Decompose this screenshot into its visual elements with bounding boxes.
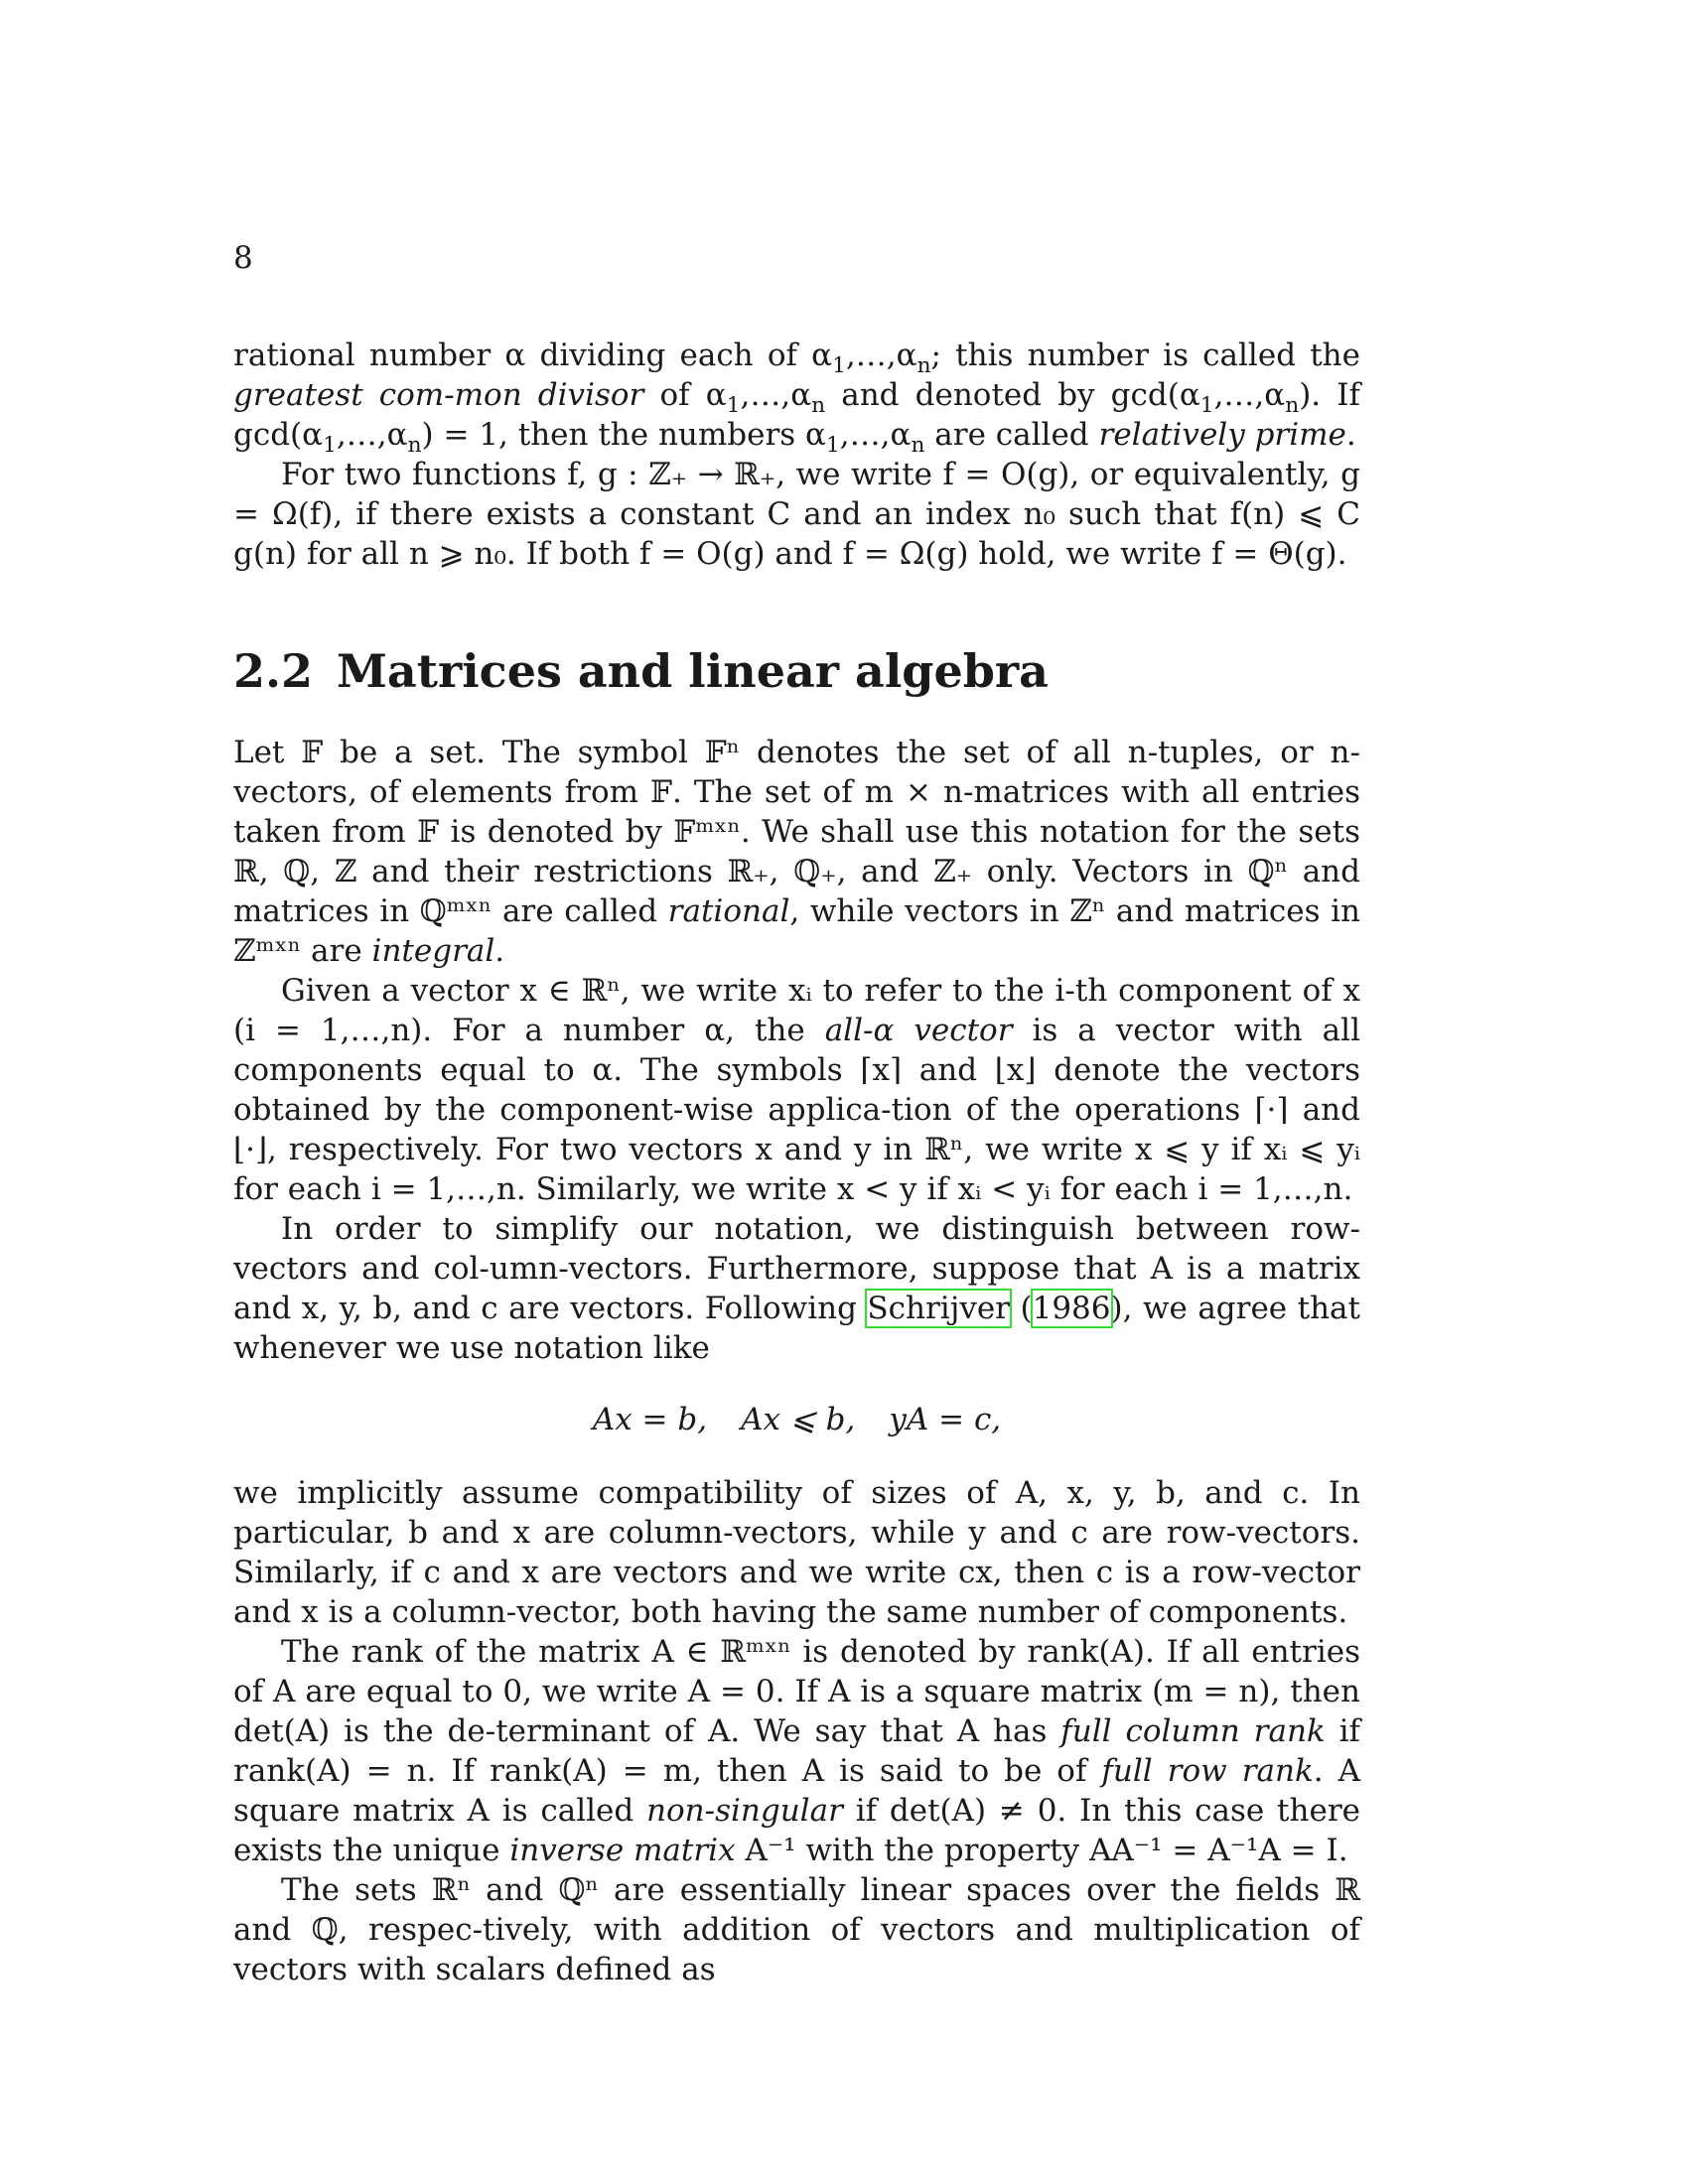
section-title: Matrices and linear algebra (337, 644, 1049, 698)
citation-year-link[interactable]: 1986 (1032, 1291, 1111, 1326)
paragraph-big-o: For two functions f, g : ℤ₊ → ℝ₊, we write f = O(g), or equivalently, g = Ω(f), if there exists a constant C and an index n₀ such that f(n) ⩽ C g(n) for all n ⩾ n₀. If both f = O(g) and f = Ω(g) hold, we write f = Θ(g). (233, 457, 1360, 572)
paragraph-rank: The rank of the matrix A ∈ ℝᵐˣⁿ is denoted by rank(A). If all entries of A are equal to 0, we write A = 0. If A is a square matrix (m = n), then det(A) is the de-terminant of A. We say that A has full column rank if rank(A) = n. If rank(A) = m, then A is said to be of full row rank. A square matrix A is called non-singular if det(A) ≠ 0. In this case there exists the unique inverse matrix A⁻¹ with the property AA⁻¹ = A⁻¹A = I. (233, 1634, 1360, 1868)
display-equation (233, 1400, 1360, 1439)
paragraph-vector-components: Given a vector x ∈ ℝⁿ, we write xᵢ to refer to the i-th component of x (i = 1,…,n). For a number α, the all-α vector is a vector with all components equal to α. The symbols ⌈x⌉ and ⌊x⌋ denote the vectors obtained by the component-wise applica-tion of the operations ⌈·⌉ and ⌊·⌋, respectively. For two vectors x and y in ℝⁿ, we write x ⩽ y if xᵢ ⩽ yᵢ for each i = 1,…,n. Similarly, we write x < y if xᵢ < yᵢ for each i = 1,…,n. (233, 973, 1360, 1207)
paragraph-linear-spaces: The sets ℝⁿ and ℚⁿ are essentially linear spaces over the fields ℝ and ℚ, respec-tively, with addition of vectors and multiplication of vectors with scalars defined as (233, 1872, 1360, 1987)
page-number: 8 (233, 240, 253, 276)
section-heading (233, 643, 1049, 699)
equation-ax-leq-b: Ax ⩽ b, (741, 1402, 856, 1437)
paragraph-compatibility: we implicitly assume compatibility of sizes of A, x, y, b, and c. In particular, b and x are column-vectors, while y and c are row-vectors. Similarly, if c and x are vectors and we write cx, then c is a row-vector and x is a column-vector, both having the same number of components. (233, 1475, 1360, 1630)
paragraph-notation: Let 𝔽 be a set. The symbol 𝔽ⁿ denotes the set of all n-tuples, or n-vectors, of elements from 𝔽. The set of m × n-matrices with all entries taken from 𝔽 is denoted by 𝔽ᵐˣⁿ. We shall use this notation for the sets ℝ, ℚ, ℤ and their restrictions ℝ₊, ℚ₊, and ℤ₊ only. Vectors in ℚⁿ and matrices in ℚᵐˣⁿ are called rational, while vectors in ℤⁿ and matrices in ℤᵐˣⁿ are integral. (233, 735, 1360, 969)
section-number: 2.2 (233, 644, 314, 698)
paragraph-row-column-vectors: In order to simplify our notation, we distinguish between row-vectors and col-umn-vectors. Furthermore, suppose that A is a matrix and x, y, b, and c are vectors. Following Schrijver (1986), we agree that whenever we use notation like (233, 1211, 1361, 1366)
citation-author-link[interactable]: Schrijver (867, 1291, 1010, 1326)
paragraph-gcd: rational number α dividing each of $\alpha_1,\dots,\alpha_n$; this number is called the greatest com-mon divisor of $\alpha_1,\dots,\alpha_n$ and denoted by $\gcd(\alpha_1,\dots,\alpha_n)$. If $\gcd(\alpha_1,\dots,\alpha_n) = 1$, then the numbers $\alpha_1,\dots,\alpha_n$ are called relatively prime. (233, 338, 1360, 459)
top-text-block (233, 336, 1360, 574)
equation-ya-eq-c: yA = c, (889, 1402, 1002, 1437)
equation-ax-eq-b: Ax = b, (592, 1402, 708, 1437)
section-body (233, 733, 1360, 1989)
